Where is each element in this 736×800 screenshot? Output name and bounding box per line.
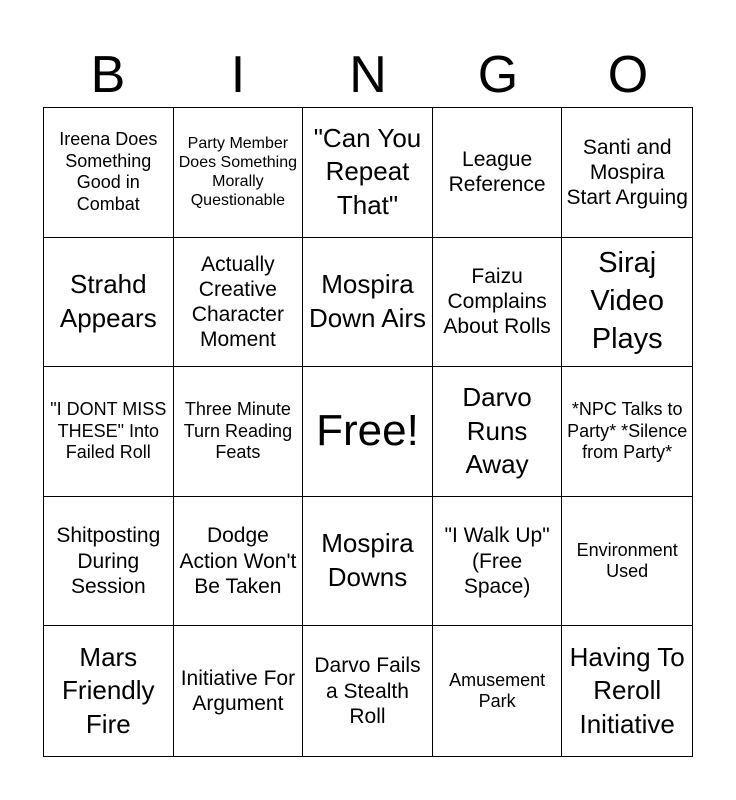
bingo-cell[interactable]: Amusement Park [433, 626, 563, 756]
bingo-cell[interactable]: Siraj Video Plays [562, 238, 692, 368]
bingo-cell[interactable]: Environment Used [562, 497, 692, 627]
bingo-cell[interactable]: "Can You Repeat That" [303, 108, 433, 238]
bingo-cell[interactable]: Mospira Down Airs [303, 238, 433, 368]
bingo-cell[interactable]: Darvo Runs Away [433, 367, 563, 497]
bingo-cell[interactable]: Strahd Appears [44, 238, 174, 368]
bingo-grid [43, 107, 693, 757]
bingo-cell[interactable]: Mars Friendly Fire [44, 626, 174, 756]
header-letter-g: G [477, 46, 519, 104]
header-letter-b: B [90, 46, 126, 104]
bingo-cell[interactable]: "I Walk Up" (Free Space) [433, 497, 563, 627]
header-letter-i: I [230, 46, 246, 104]
bingo-cell[interactable]: Shitposting During Session [44, 497, 174, 627]
bingo-cell[interactable]: "I DONT MISS THESE" Into Failed Roll [44, 367, 174, 497]
bingo-cell[interactable]: Initiative For Argument [174, 626, 304, 756]
bingo-header [43, 44, 693, 106]
bingo-cell[interactable]: League Reference [433, 108, 563, 238]
bingo-cell[interactable]: Dodge Action Won't Be Taken [174, 497, 304, 627]
bingo-cell[interactable]: Ireena Does Something Good in Combat [44, 108, 174, 238]
bingo-cell[interactable]: Faizu Complains About Rolls [433, 238, 563, 368]
bingo-cell[interactable]: Having To Reroll Initiative [569, 641, 685, 740]
bingo-cell[interactable]: Three Minute Turn Reading Feats [174, 367, 304, 497]
bingo-cell[interactable]: Actually Creative Character Moment [174, 238, 304, 368]
bingo-cell[interactable]: Party Member Does Something Morally Questionable [174, 108, 304, 238]
bingo-cell[interactable]: *NPC Talks to Party* *Silence from Party* [562, 367, 692, 497]
bingo-cell[interactable]: Darvo Fails a Stealth Roll [303, 626, 433, 756]
header-letter-n: N [349, 46, 387, 104]
bingo-cell[interactable]: Santi and Mospira Start Arguing [562, 108, 692, 238]
header-letter-o: O [607, 46, 649, 104]
free-space-cell[interactable]: Free! [303, 367, 433, 497]
bingo-cell[interactable]: Mospira Downs [303, 497, 433, 627]
